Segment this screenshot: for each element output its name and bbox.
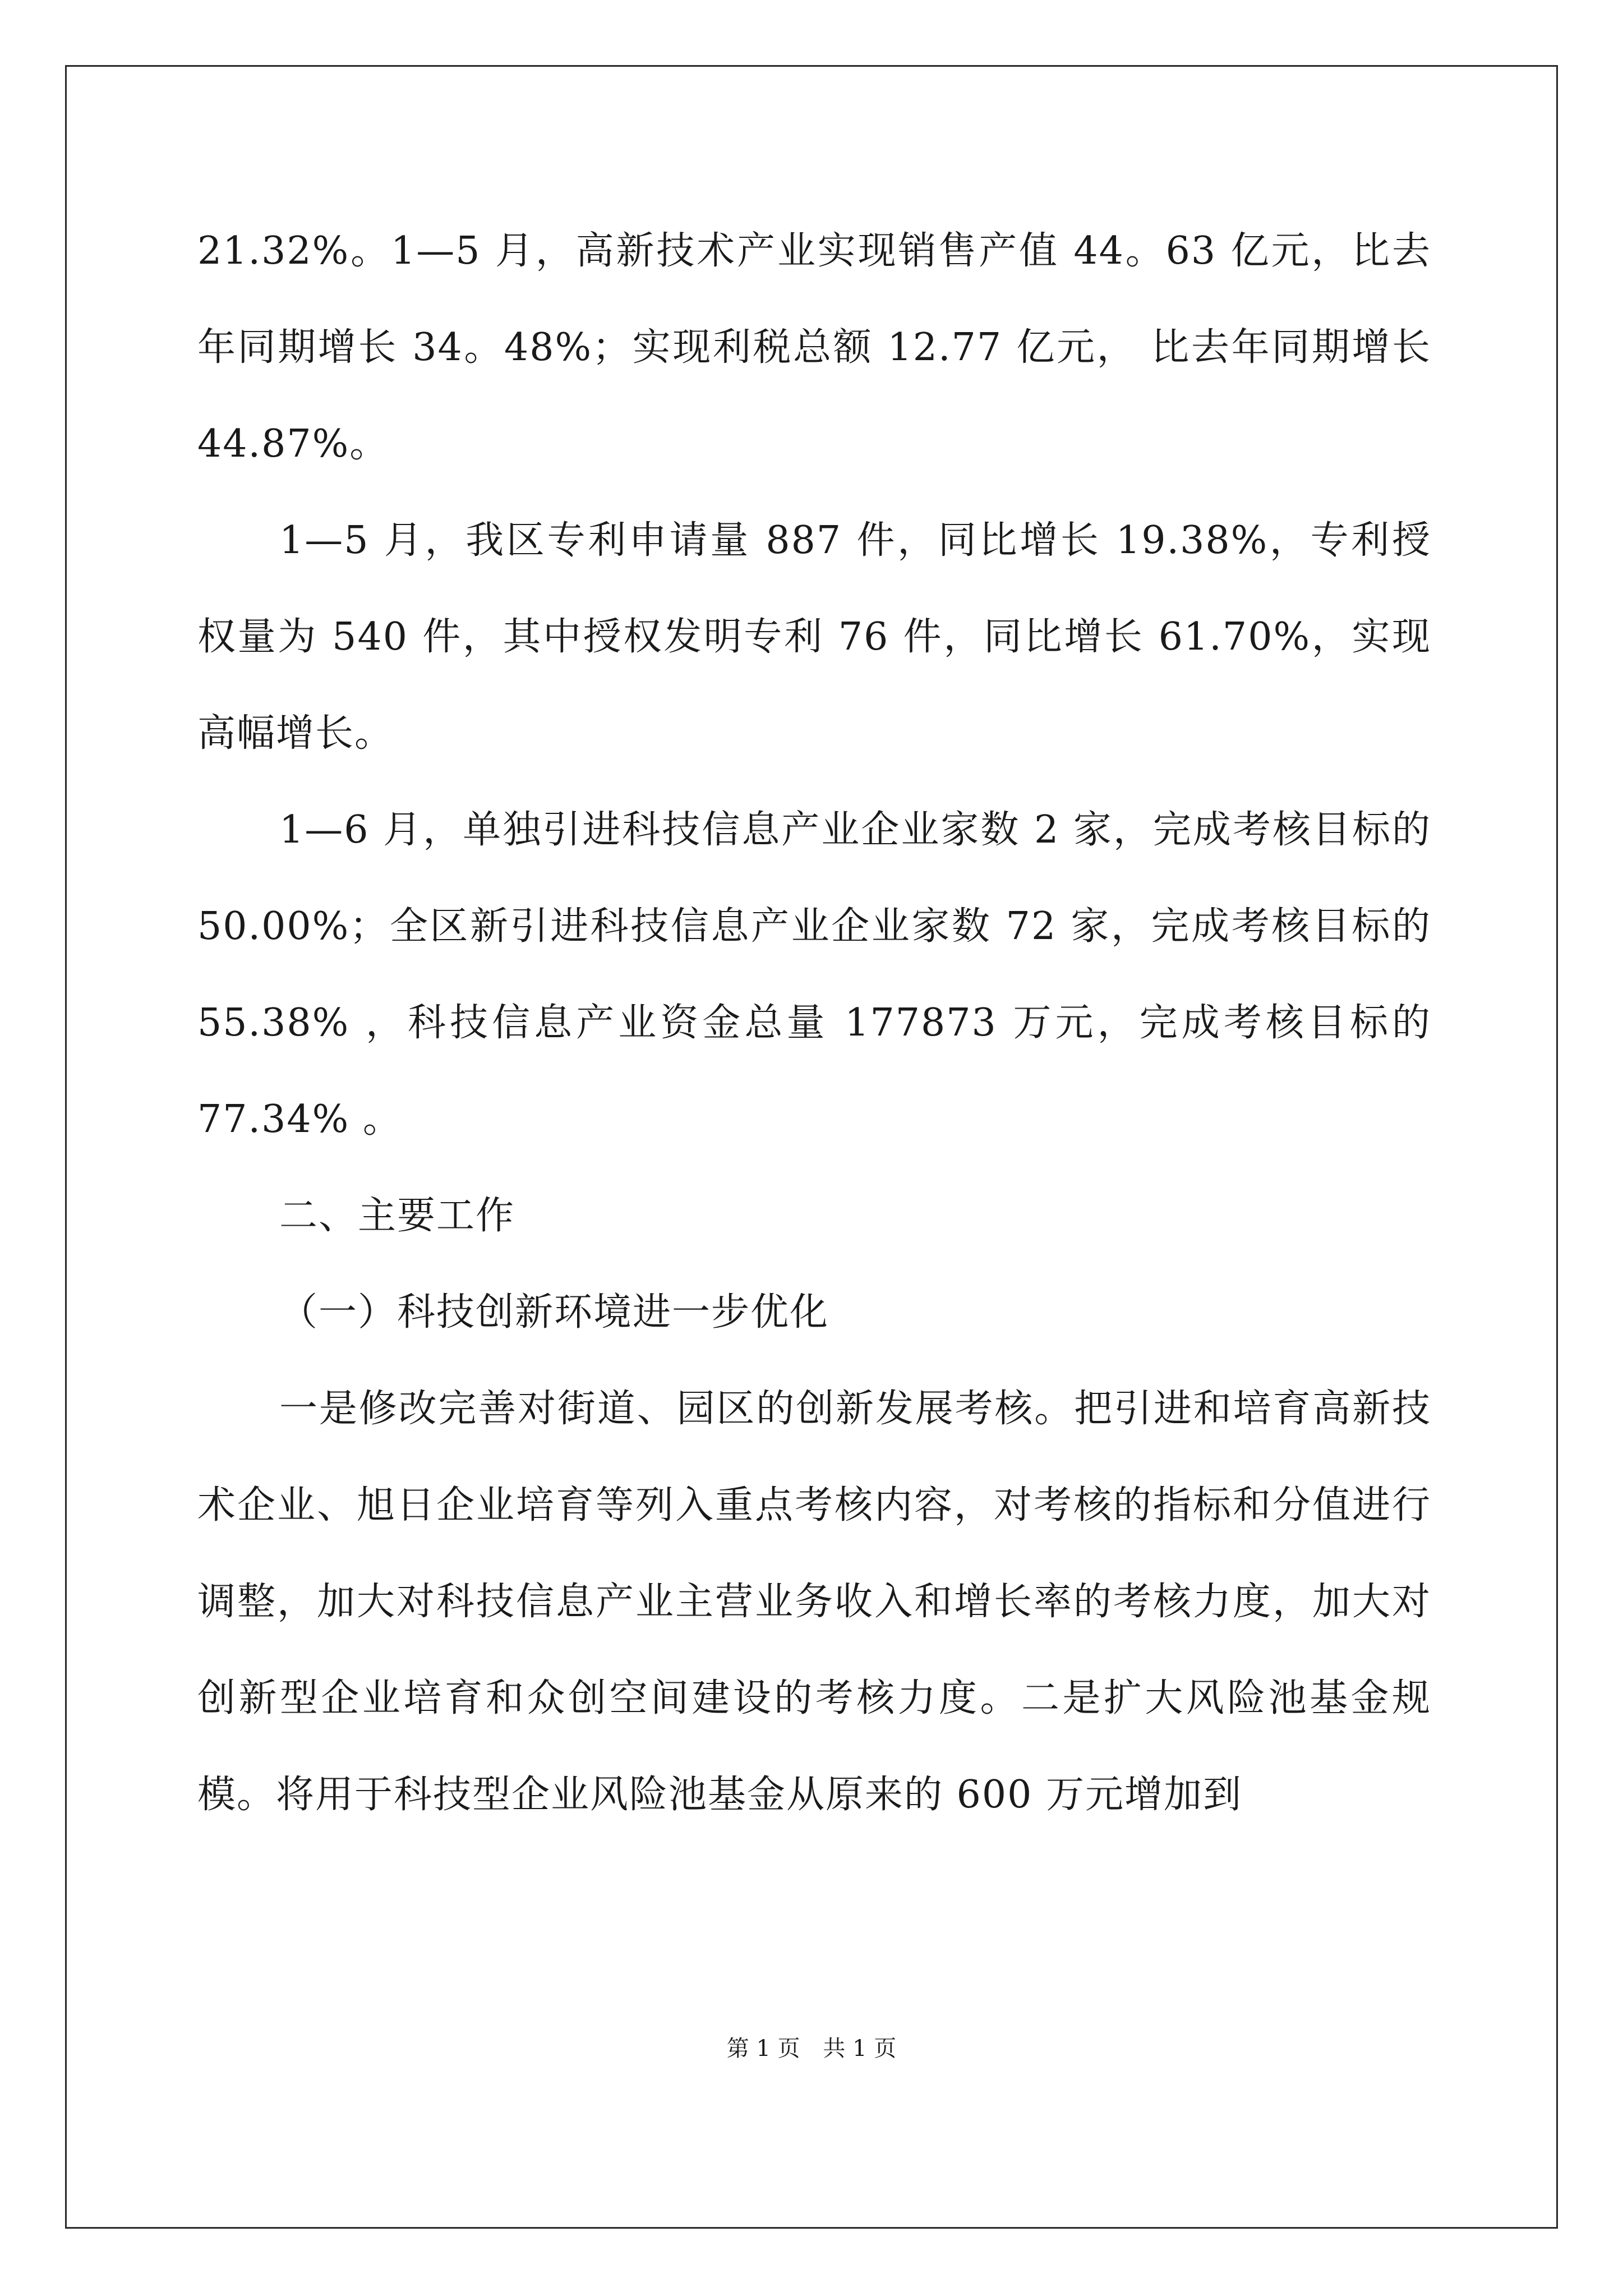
paragraph-assessment-and-fund: 一是修改完善对街道、园区的创新发展考核。把引进和培育高新技术企业、旭日企业培育等列入重点考核内容，对考核的指标和分值进行调整，加大对科技信息产业主营业务收入和增长率的考核力度，加大对创新型企业培育和众创空间建设的考核力度。二是扩大风险池基金规模。将用于科技型企业风险池基金从原来的 600 万元增加到 [197, 1387, 1431, 1817]
paragraph-stats-sales: 21.32%。1—5 月，高新技术产业实现销售产值 44。63 亿元，比去年同期增长 34。48%；实现利税总额 12.77 亿元， 比去年同期增长 44.87%。 [197, 229, 1431, 466]
section-heading-main-work: 二、主要工作 [279, 1194, 515, 1238]
page-number: 第 1 页 [726, 2036, 800, 2062]
paragraph-enterprise-introduction: 1—6 月，单独引进科技信息产业企业家数 2 家，完成考核目标的 50.00%；全区新引进科技信息产业企业家数 72 家，完成考核目标的 55.38% ，科技信息产业资金总量 177873 万元，完成考核目标的 77.34% 。 [197, 808, 1431, 1142]
page-footer [0, 2031, 1623, 2063]
document-body [197, 203, 1431, 1843]
page-total: 共 1 页 [823, 2036, 897, 2062]
paragraph-patents: 1—5 月，我区专利申请量 887 件，同比增长 19.38%，专利授权量为 540 件，其中授权发明专利 76 件，同比增长 61.70%，实现高幅增长。 [197, 518, 1431, 756]
subsection-heading-innovation-environment: （一）科技创新环境进一步优化 [279, 1290, 829, 1335]
